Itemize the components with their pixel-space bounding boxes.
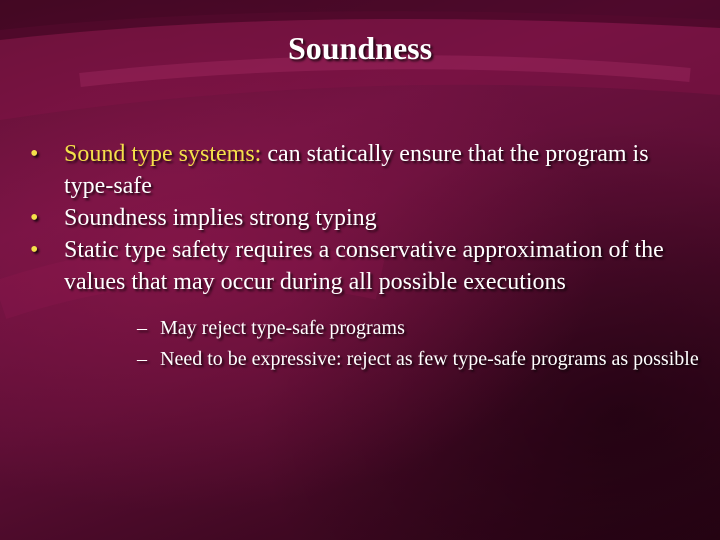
sub-bullet-marker: – [137,317,147,339]
bullet-item [0,234,700,375]
sub-bullet-text: May reject type-safe programs [160,317,405,339]
bullet-item [0,138,700,202]
sub-bullet-list [64,313,700,375]
sub-bullet-item [64,344,700,375]
sub-bullet-marker: – [137,348,147,370]
bullet-text: Static type safety requires a conservative approximation of the values that may occur during all possible executions [64,237,664,295]
bullet-item [0,202,700,234]
bullet-marker: • [30,205,39,231]
bullet-marker: • [30,141,39,167]
bullet-highlight-text: Sound type systems: [64,141,262,167]
sub-bullet-text: Need to be expressive: reject as few type-safe programs as possible [160,348,699,370]
bullet-marker: • [30,237,39,263]
sub-bullet-item [64,313,700,344]
slide-title: Soundness [287,30,433,66]
bullet-text: Soundness implies strong typing [64,205,377,231]
bullet-text: can statically ensure that the program is type-safe [64,141,649,199]
bullet-list [0,138,700,375]
